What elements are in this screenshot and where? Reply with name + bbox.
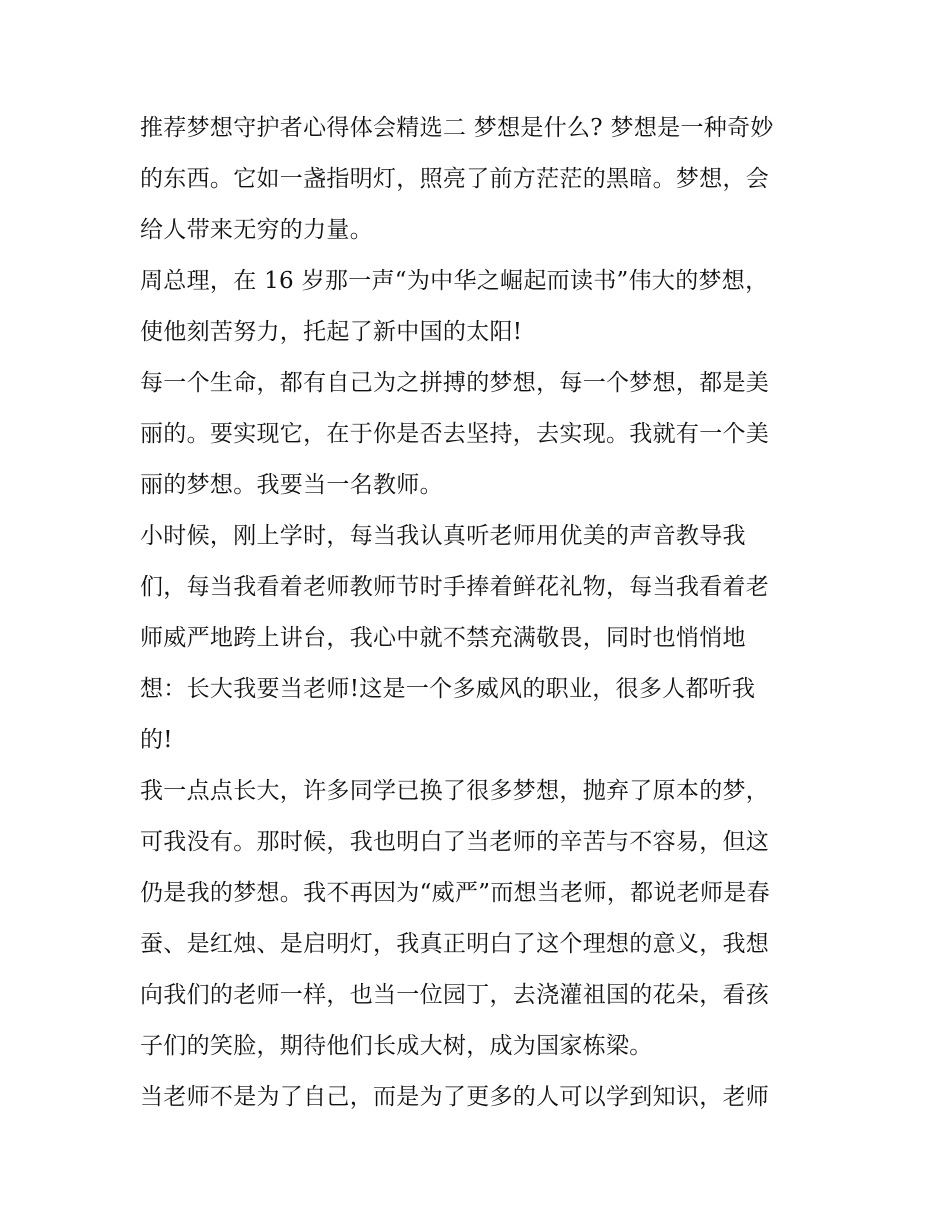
text-line: 师威严地跨上讲台，我心中就不禁充满敬畏，同时也悄悄地 bbox=[140, 625, 746, 651]
text-line: 们，每当我看着老师教师节时手捧着鲜花礼物，每当我看着老 bbox=[140, 574, 770, 600]
document-body bbox=[140, 103, 820, 1123]
text-line: 给人带来无穷的力量。 bbox=[140, 217, 373, 243]
text-line: 子们的笑脸，期待他们长成大树，成为国家栋梁。 bbox=[140, 1033, 653, 1059]
text-line: 每一个生命，都有自己为之拼搏的梦想，每一个梦想，都是美 bbox=[140, 370, 770, 396]
text-line: 丽的。要实现它，在于你是否去坚持，去实现。我就有一个美 bbox=[140, 421, 770, 447]
text-line: 蚕、是红烛、是启明灯，我真正明白了这个理想的意义，我想 bbox=[140, 931, 770, 957]
text-line: 的! bbox=[140, 727, 173, 753]
text-line: 周总理，在 16 岁那一声“为中华之崛起而读书”伟大的梦想， bbox=[140, 268, 769, 294]
text-line: 丽的梦想。我要当一名教师。 bbox=[140, 472, 443, 498]
text-line: 小时候，刚上学时，每当我认真听老师用优美的声音教导我 bbox=[140, 523, 746, 549]
text-line: 我一点点长大，许多同学已换了很多梦想，抛弃了原本的梦， bbox=[140, 778, 770, 804]
text-line: 使他刻苦努力，托起了新中国的太阳! bbox=[140, 319, 523, 345]
text-line: 向我们的老师一样，也当一位园丁，去浇灌祖国的花朵，看孩 bbox=[140, 982, 770, 1008]
text-line: 当老师不是为了自己，而是为了更多的人可以学到知识，老师 bbox=[140, 1084, 770, 1110]
text-line: 想：长大我要当老师!这是一个多威风的职业，很多人都听我 bbox=[140, 676, 756, 702]
text-line: 的东西。它如一盏指明灯，照亮了前方茫茫的黑暗。梦想，会 bbox=[140, 166, 770, 192]
text-line: 可我没有。那时候，我也明白了当老师的辛苦与不容易，但这 bbox=[140, 829, 770, 855]
text-line: 仍是我的梦想。我不再因为“威严”而想当老师，都说老师是春 bbox=[140, 880, 770, 906]
text-line: 推荐梦想守护者心得体会精选二 梦想是什么? 梦想是一种奇妙 bbox=[140, 115, 774, 141]
